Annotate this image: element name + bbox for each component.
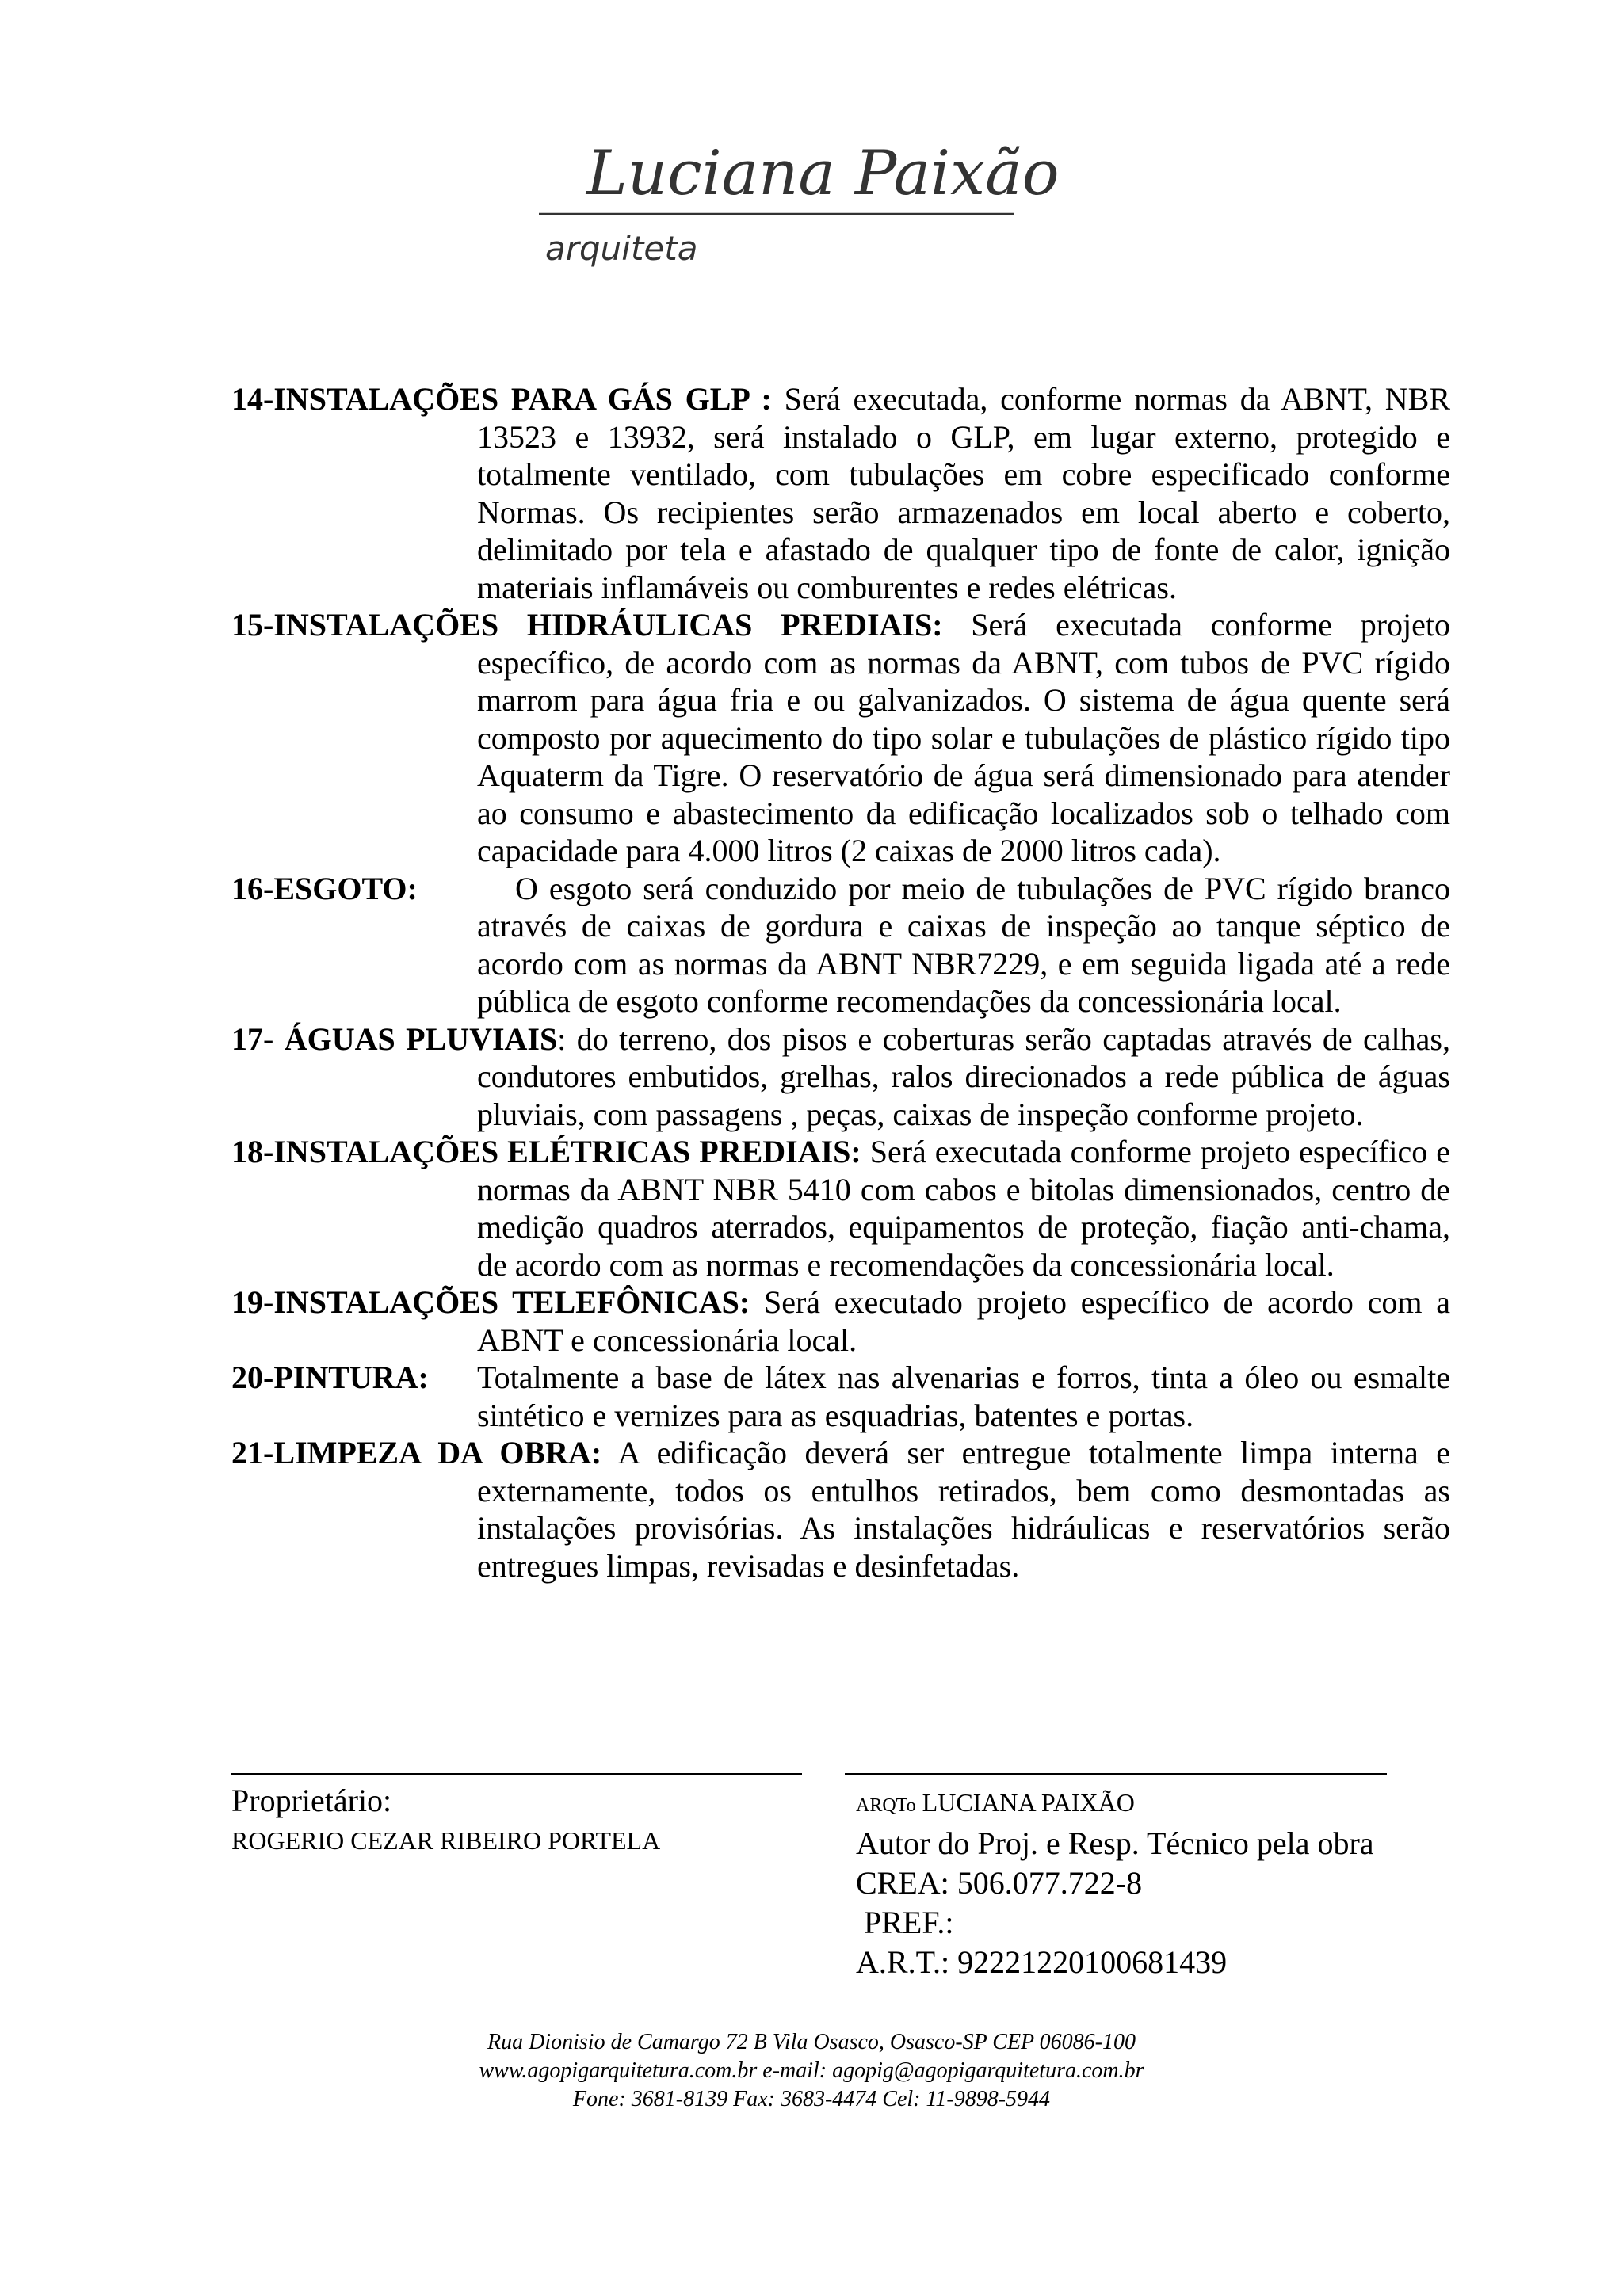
section-19-text: Será executado projeto específico de acordo com a ABNT e concessionária local.	[477, 1284, 1451, 1358]
section-21-text: A edificação deverá ser entregue totalmente limpa interna e externamente, todos os entulhos retirados, bem como desmontadas as instalações provisórias. As instalações hidráulicas e reservatórios serão entregues limpas, revisadas e desinfetadas.	[477, 1435, 1450, 1584]
architect-name: LUCIANA PAIXÃO	[922, 1788, 1135, 1817]
section-17	[231, 1020, 1450, 1134]
logo-signature	[444, 127, 1157, 285]
section-18-heading: 18-INSTALAÇÕES ELÉTRICAS PREDIAIS:	[231, 1134, 861, 1169]
footer-phones: Fone: 3681-8139 Fax: 3683-4474 Cel: 11-9898-5944	[572, 2087, 1051, 2111]
page-footer	[0, 2028, 1623, 2114]
section-16-text: O esgoto será conduzido por meio de tubulações de PVC rígido branco através de caixas de gordura e caixas de inspeção ao tanque séptico de acordo com as normas da ABNT NBR7229, e em seguida ligada até a rede pública de esgoto conforme recomendações da concessionária local.	[477, 870, 1450, 1019]
footer-web-email: www.agopigarquitetura.com.br e-mail: agopig@agopigarquitetura.com.br	[479, 2058, 1144, 2083]
architect-signature-line	[845, 1773, 1387, 1775]
architect-role: Autor do Proj. e Resp. Técnico pela obra	[856, 1825, 1374, 1861]
architect-crea: CREA: 506.077.722-8	[856, 1865, 1143, 1901]
section-17-text: : do terreno, dos pisos e coberturas serão captadas através de calhas, condutores embutidos, grelhas, ralos direcionados a rede pública de águas pluviais, com passagens , peças, caixas de inspeção conforme projeto.	[477, 1020, 1450, 1132]
section-14-heading: 14-INSTALAÇÕES PARA GÁS GLP :	[231, 381, 772, 417]
section-14-text: Será executada, conforme normas da ABNT, NBR 13523 e 13932, será instalado o GLP, em lugar externo, protegido e totalmente ventilado, com tubulações em cobre especificado conforme Normas. Os recipientes serão armazenados em local aberto e coberto, delimitado por tela e afastado de qualquer tipo de fonte de calor, ignição materiais inflamáveis ou comburentes e redes elétricas.	[477, 381, 1451, 605]
section-15	[231, 606, 1450, 870]
section-20	[231, 1359, 1450, 1434]
section-19-heading: 19-INSTALAÇÕES TELEFÔNICAS:	[231, 1284, 750, 1320]
section-15-heading: 15-INSTALAÇÕES HIDRÁULICAS PREDIAIS:	[231, 607, 943, 643]
section-20-heading: 20-PINTURA:	[231, 1360, 429, 1395]
section-19	[231, 1283, 1450, 1359]
section-17-heading: 17- ÁGUAS PLUVIAIS	[231, 1020, 558, 1057]
architect-pref: PREF.:	[864, 1905, 954, 1940]
svg-text:arquiteta: arquiteta	[545, 229, 698, 268]
section-16-heading: 16-ESGOTO:	[231, 870, 418, 906]
architect-art: A.R.T.: 92221220100681439	[856, 1944, 1228, 1980]
section-21-heading: 21-LIMPEZA DA OBRA:	[231, 1435, 602, 1470]
section-20-text: Totalmente a base de látex nas alvenarias e forros, tinta a óleo ou esmalte sintético e vernizes para as esquadrias, batentes e portas.	[477, 1360, 1450, 1433]
section-15-text: Será executada conforme projeto específico, de acordo com as normas da ABNT, com tubos de PVC rígido marrom para água fria e ou galvanizados. O sistema de água quente será composto por aquecimento do tipo solar e tubulações de plástico rígido tipo Aquaterm da Tigre. O reservatório de água será dimensionado para atender ao consumo e abastecimento da edificação localizados sob o telhado com capacidade para 4.000 litros (2 caixas de 2000 litros cada).	[477, 607, 1450, 868]
section-18-text: Será executada conforme projeto específico e normas da ABNT NBR 5410 com cabos e bitolas dimensionados, centro de medição quadros aterrados, equipamentos de proteção, fiação anti-chama, de acordo com as normas e recomendações da concessionária local.	[477, 1134, 1451, 1283]
owner-label: Proprietário:	[231, 1783, 392, 1818]
svg-text:Luciana Paixão: Luciana Paixão	[586, 138, 1060, 209]
section-18	[231, 1133, 1450, 1283]
architect-title	[856, 1784, 1374, 1824]
logo	[444, 127, 1157, 285]
owner-signature-block	[231, 1781, 660, 1860]
section-14	[231, 380, 1450, 606]
owner-name: ROGERIO CEZAR RIBEIRO PORTELA	[231, 1826, 661, 1855]
owner-signature-line	[231, 1773, 802, 1775]
footer-address: Rua Dionisio de Camargo 72 B Vila Osasco, Osasco-SP CEP 06086-100	[487, 2030, 1136, 2054]
section-21	[231, 1434, 1450, 1585]
specification-sections	[231, 380, 1450, 1585]
architect-prefix: ARQTo	[856, 1795, 916, 1816]
section-16	[231, 870, 1450, 1020]
architect-signature-block	[856, 1784, 1374, 1982]
